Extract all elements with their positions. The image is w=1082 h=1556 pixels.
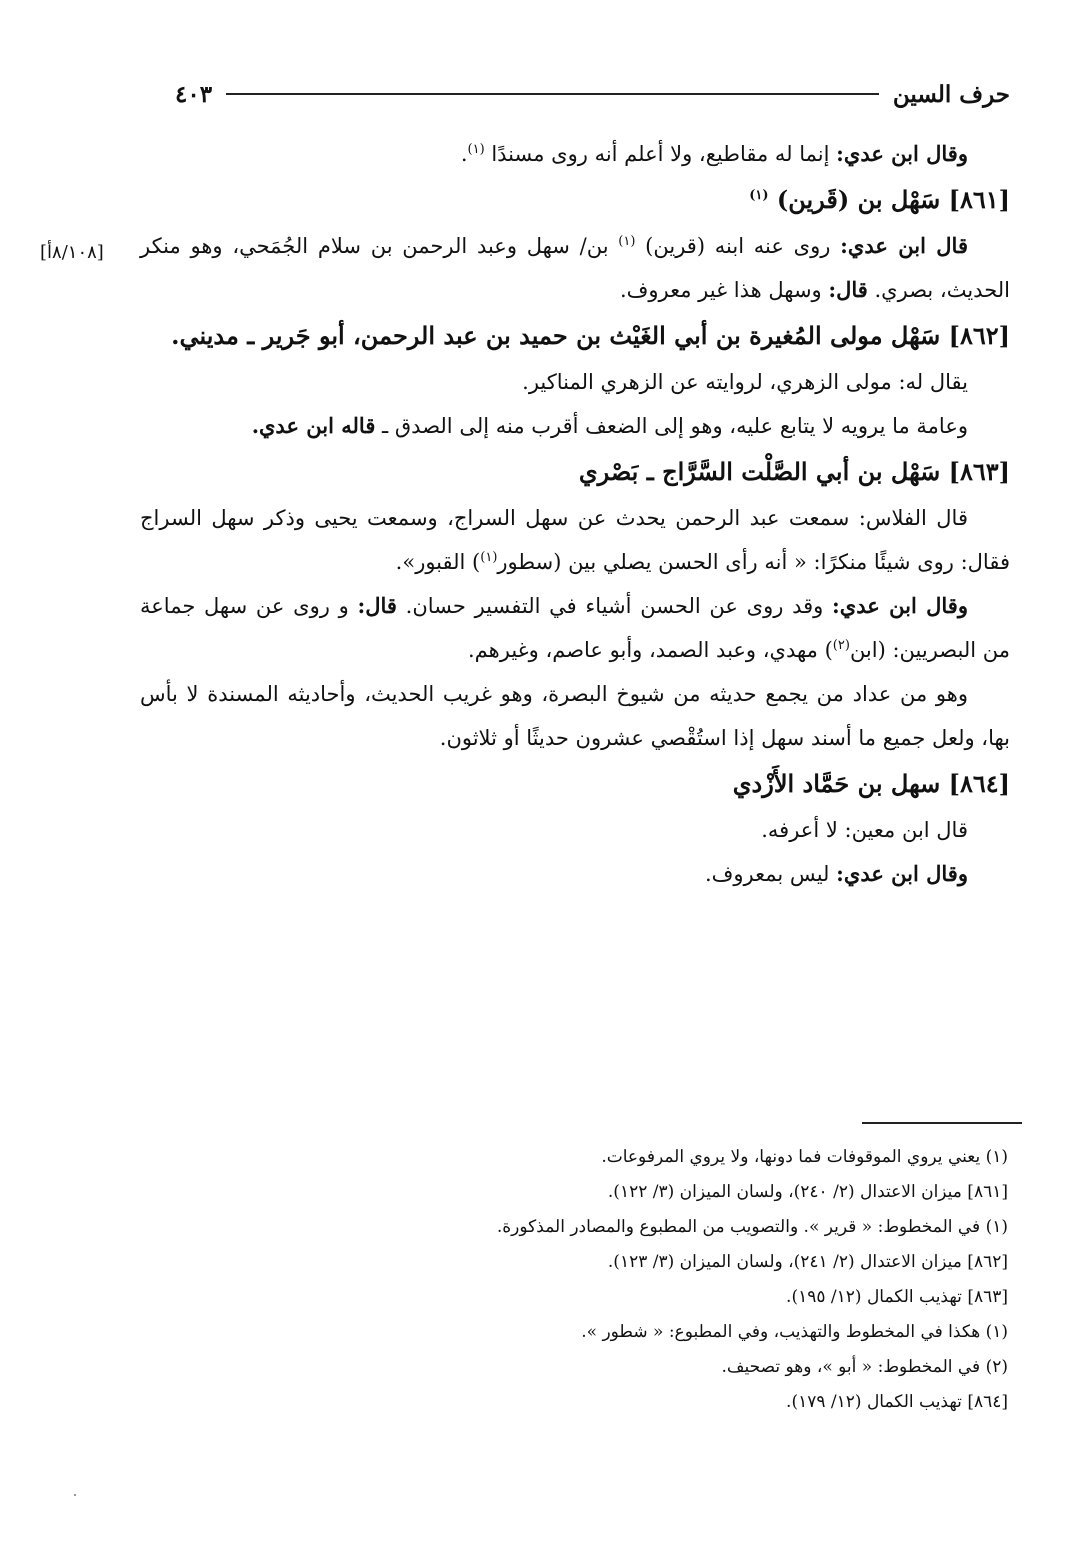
footnote: (١) يعني يروي الموقوفات فما دونها، ولا يروي المرفوعات. bbox=[601, 1147, 1008, 1167]
main-text bbox=[140, 132, 1010, 896]
footnote-ref: (٢) bbox=[832, 638, 850, 653]
speaker: وقال ابن عدي: bbox=[832, 593, 968, 618]
paragraph: وهو من عداد من يجمع حديثه من شيوخ البصرة، وهو غريب الحديث، وأحاديثه المسندة لا بأس بها، ولعل جميع ما أسند سهل إذا استُقْصي عشرون حديثًا أو ثلاثون. bbox=[140, 682, 1010, 750]
speaker: قال: bbox=[828, 277, 868, 302]
page-number: ٤٠٣ bbox=[175, 80, 213, 108]
entry-heading-862: [٨٦٢] سَهْل مولى المُغيرة بن أبي الغَيْث بن حميد بن عبد الرحمن، أبو جَرير ـ مديني. bbox=[171, 321, 1010, 350]
footnotes bbox=[230, 1140, 1008, 1420]
entry-heading-864: [٨٦٤] سهل بن حَمَّاد الأَزْدي bbox=[732, 769, 1010, 798]
speaker: وقال ابن عدي: bbox=[836, 861, 968, 886]
chapter-title: حرف السين bbox=[892, 80, 1010, 108]
entry-heading-861: [٨٦١] سَهْل بن (قَرين) $^{(١)}$ bbox=[749, 185, 1010, 214]
footnote-ref: (١) bbox=[749, 188, 769, 203]
paragraph: وقال ابن عدي: وقد روى عن الحسن أشياء في التفسير حسان. قال: و روى عن سهل جماعة من البصريين: (ابن$^{(٢)}$) مهدي، وعبد الصمد، وأبو عاصم، وغيرهم. bbox=[140, 593, 1010, 662]
footnote: [٨٦٤] تهذيب الكمال (١٢/ ١٧٩). bbox=[786, 1392, 1008, 1412]
speaker: قال ابن عدي: bbox=[840, 233, 968, 258]
footnote: [٨٦١] ميزان الاعتدال (٢/ ٢٤٠)، ولسان الميزان (٣/ ١٢٢). bbox=[607, 1182, 1008, 1202]
running-header bbox=[175, 74, 1010, 114]
speaker: قال: bbox=[357, 593, 397, 618]
footnote-ref: (١) bbox=[467, 142, 485, 157]
footnote: [٨٦٣] تهذيب الكمال (١٢/ ١٩٥). bbox=[786, 1287, 1008, 1307]
footnote-separator bbox=[862, 1122, 1022, 1124]
footnote-ref: (١) bbox=[618, 234, 636, 249]
paragraph: قال ابن عدي: روى عنه ابنه (قرين) $^{(١)}$ بن/ سهل وعبد الرحمن بن سلام الجُمَحي، وهو منكر الحديث، بصري. قال: وسهل هذا غير معروف. bbox=[140, 233, 1010, 302]
footnote-ref: (١) bbox=[480, 550, 498, 565]
paragraph: وعامة ما يرويه لا يتابع عليه، وهو إلى الضعف أقرب منه إلى الصدق ـ قاله ابن عدي. bbox=[251, 413, 968, 438]
entry-heading-863: [٨٦٣] سَهْل بن أبي الصَّلْت السَّرَّاج ـ بَصْري bbox=[578, 457, 1010, 486]
paragraph: وقال ابن عدي: ليس بمعروف. bbox=[704, 861, 968, 886]
scan-mark bbox=[74, 1494, 76, 1496]
manuscript-folio-ref: [٨/١٠٨أ] bbox=[40, 242, 104, 263]
paragraph: قال الفلاس: سمعت عبد الرحمن يحدث عن سهل السراج، وسمعت يحيى وذكر سهل السراج فقال: روى شيئًا منكرًا: « أنه رأى الحسن يصلي بين (سطور$^{(١)}$) القبور». bbox=[140, 506, 1010, 574]
footnote: (٢) في المخطوط: « أبو »، وهو تصحيف. bbox=[721, 1357, 1008, 1377]
footnote: (١) في المخطوط: « قرير ». والتصويب من المطبوع والمصادر المذكورة. bbox=[496, 1217, 1008, 1237]
speaker: وقال ابن عدي: bbox=[836, 141, 968, 166]
footnote: (١) هكذا في المخطوط والتهذيب، وفي المطبوع: « شطور ». bbox=[581, 1322, 1008, 1342]
paragraph: قال ابن معين: لا أعرفه. bbox=[761, 818, 968, 842]
header-rule bbox=[226, 93, 879, 95]
paragraph: وقال ابن عدي: إنما له مقاطيع، ولا أعلم أنه روى مسندًا $^{(١)}$. bbox=[460, 141, 968, 166]
footnote: [٨٦٢] ميزان الاعتدال (٢/ ٢٤١)، ولسان الميزان (٣/ ١٢٣). bbox=[607, 1252, 1008, 1272]
paragraph: يقال له: مولى الزهري، لروايته عن الزهري المناكير. bbox=[522, 370, 968, 394]
